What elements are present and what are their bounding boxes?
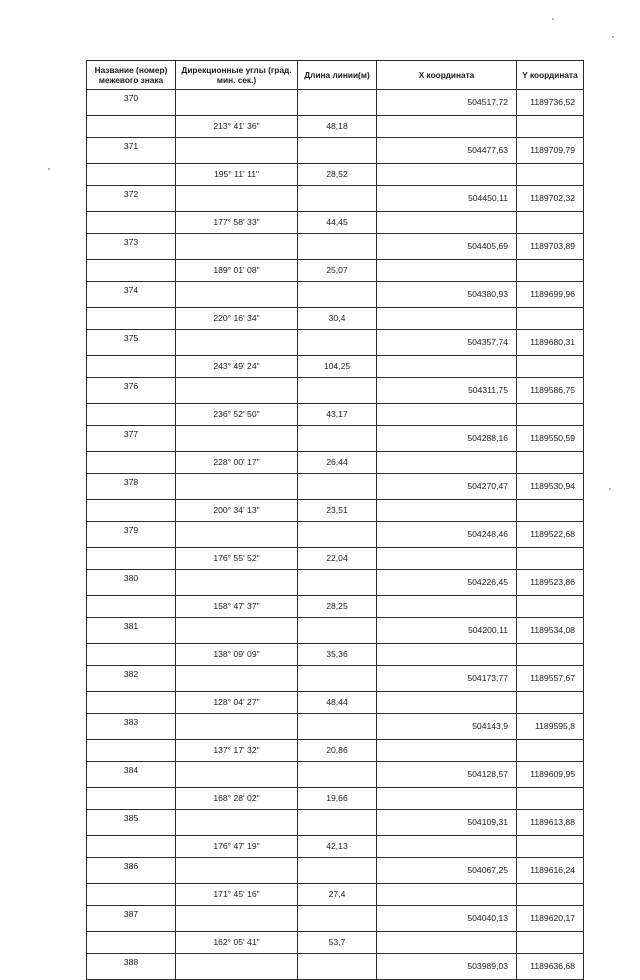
empty-cell bbox=[377, 739, 517, 762]
segment-row bbox=[87, 883, 584, 906]
line-length: 28,25 bbox=[298, 595, 377, 618]
x-coordinate: 504143,9 bbox=[377, 714, 517, 740]
empty-cell bbox=[517, 739, 584, 762]
line-length: 48,44 bbox=[298, 691, 377, 714]
empty-cell bbox=[298, 330, 377, 356]
empty-cell bbox=[517, 259, 584, 282]
line-length: 48,18 bbox=[298, 115, 377, 138]
y-coordinate: 1189616,24 bbox=[517, 858, 584, 884]
y-coordinate: 1189613,88 bbox=[517, 810, 584, 836]
empty-cell bbox=[377, 931, 517, 954]
empty-cell bbox=[87, 835, 176, 858]
line-length: 23,51 bbox=[298, 499, 377, 522]
empty-cell bbox=[87, 691, 176, 714]
empty-cell bbox=[87, 451, 176, 474]
empty-cell bbox=[176, 618, 298, 644]
y-coordinate: 1189699,96 bbox=[517, 282, 584, 308]
x-coordinate: 504040,13 bbox=[377, 906, 517, 932]
y-coordinate: 1189586,75 bbox=[517, 378, 584, 404]
empty-cell bbox=[377, 163, 517, 186]
empty-cell bbox=[87, 499, 176, 522]
direction-angle: 137° 17' 32" bbox=[176, 739, 298, 762]
y-coordinate: 1189702,32 bbox=[517, 186, 584, 212]
y-coordinate: 1189550,59 bbox=[517, 426, 584, 452]
direction-angle: 128° 04' 27" bbox=[176, 691, 298, 714]
x-coordinate: 504405,69 bbox=[377, 234, 517, 260]
empty-cell bbox=[377, 403, 517, 426]
empty-cell bbox=[176, 282, 298, 308]
point-name: 370 bbox=[87, 90, 176, 116]
x-coordinate: 504357,74 bbox=[377, 330, 517, 356]
x-coordinate: 504270,47 bbox=[377, 474, 517, 500]
point-name: 388 bbox=[87, 954, 176, 980]
line-length: 30,4 bbox=[298, 307, 377, 330]
header-y: Y координата bbox=[517, 61, 584, 90]
empty-cell bbox=[298, 618, 377, 644]
segment-row bbox=[87, 451, 584, 474]
y-coordinate: 1189680,31 bbox=[517, 330, 584, 356]
header-name: Название (номер) межевого знака bbox=[87, 61, 176, 90]
point-row bbox=[87, 330, 584, 356]
empty-cell bbox=[87, 307, 176, 330]
line-length: 27,4 bbox=[298, 883, 377, 906]
empty-cell bbox=[298, 90, 377, 116]
x-coordinate: 504200,11 bbox=[377, 618, 517, 644]
segment-row bbox=[87, 163, 584, 186]
empty-cell bbox=[176, 330, 298, 356]
line-length: 28,52 bbox=[298, 163, 377, 186]
point-name: 383 bbox=[87, 714, 176, 740]
empty-cell bbox=[298, 522, 377, 548]
segment-row bbox=[87, 499, 584, 522]
segment-row bbox=[87, 115, 584, 138]
empty-cell bbox=[517, 307, 584, 330]
line-length: 26,44 bbox=[298, 451, 377, 474]
x-coordinate: 504109,31 bbox=[377, 810, 517, 836]
empty-cell bbox=[298, 138, 377, 164]
y-coordinate: 1189557,67 bbox=[517, 666, 584, 692]
point-row bbox=[87, 186, 584, 212]
point-row bbox=[87, 714, 584, 740]
x-coordinate: 504450,11 bbox=[377, 186, 517, 212]
empty-cell bbox=[517, 451, 584, 474]
empty-cell bbox=[87, 403, 176, 426]
scan-speck bbox=[48, 168, 50, 170]
x-coordinate: 504311,75 bbox=[377, 378, 517, 404]
empty-cell bbox=[298, 666, 377, 692]
empty-cell bbox=[176, 858, 298, 884]
y-coordinate: 1189534,08 bbox=[517, 618, 584, 644]
point-name: 378 bbox=[87, 474, 176, 500]
point-row bbox=[87, 954, 584, 980]
y-coordinate: 1189523,86 bbox=[517, 570, 584, 596]
empty-cell bbox=[517, 643, 584, 666]
empty-cell bbox=[377, 595, 517, 618]
y-coordinate: 1189620,17 bbox=[517, 906, 584, 932]
point-row bbox=[87, 666, 584, 692]
empty-cell bbox=[377, 883, 517, 906]
line-length: 43,17 bbox=[298, 403, 377, 426]
line-length: 25,07 bbox=[298, 259, 377, 282]
segment-row bbox=[87, 547, 584, 570]
x-coordinate: 504477,63 bbox=[377, 138, 517, 164]
empty-cell bbox=[87, 931, 176, 954]
empty-cell bbox=[377, 547, 517, 570]
point-name: 386 bbox=[87, 858, 176, 884]
empty-cell bbox=[176, 666, 298, 692]
segment-row bbox=[87, 691, 584, 714]
point-name: 384 bbox=[87, 762, 176, 788]
direction-angle: 243° 49' 24" bbox=[176, 355, 298, 378]
empty-cell bbox=[87, 163, 176, 186]
y-coordinate: 1189703,89 bbox=[517, 234, 584, 260]
segment-row bbox=[87, 403, 584, 426]
empty-cell bbox=[377, 691, 517, 714]
empty-cell bbox=[298, 810, 377, 836]
x-coordinate: 504380,93 bbox=[377, 282, 517, 308]
y-coordinate: 1189736,52 bbox=[517, 90, 584, 116]
point-row bbox=[87, 906, 584, 932]
point-name: 377 bbox=[87, 426, 176, 452]
empty-cell bbox=[517, 931, 584, 954]
point-name: 372 bbox=[87, 186, 176, 212]
point-row bbox=[87, 426, 584, 452]
empty-cell bbox=[87, 643, 176, 666]
empty-cell bbox=[377, 355, 517, 378]
segment-row bbox=[87, 307, 584, 330]
segment-row bbox=[87, 211, 584, 234]
segment-row bbox=[87, 595, 584, 618]
y-coordinate: 1189609,95 bbox=[517, 762, 584, 788]
point-name: 379 bbox=[87, 522, 176, 548]
empty-cell bbox=[87, 115, 176, 138]
point-name: 371 bbox=[87, 138, 176, 164]
direction-angle: 176° 47' 19" bbox=[176, 835, 298, 858]
empty-cell bbox=[517, 355, 584, 378]
y-coordinate: 1189522,68 bbox=[517, 522, 584, 548]
x-coordinate: 504248,46 bbox=[377, 522, 517, 548]
line-length: 19,66 bbox=[298, 787, 377, 810]
point-row bbox=[87, 378, 584, 404]
empty-cell bbox=[176, 474, 298, 500]
header-x: X координата bbox=[377, 61, 517, 90]
point-row bbox=[87, 474, 584, 500]
empty-cell bbox=[298, 762, 377, 788]
empty-cell bbox=[298, 570, 377, 596]
point-name: 385 bbox=[87, 810, 176, 836]
segment-row bbox=[87, 931, 584, 954]
point-name: 380 bbox=[87, 570, 176, 596]
empty-cell bbox=[87, 787, 176, 810]
empty-cell bbox=[377, 451, 517, 474]
empty-cell bbox=[176, 138, 298, 164]
empty-cell bbox=[517, 403, 584, 426]
direction-angle: 228° 00' 17" bbox=[176, 451, 298, 474]
point-name: 373 bbox=[87, 234, 176, 260]
x-coordinate: 504226,45 bbox=[377, 570, 517, 596]
line-length: 20,86 bbox=[298, 739, 377, 762]
empty-cell bbox=[377, 835, 517, 858]
empty-cell bbox=[298, 234, 377, 260]
point-row bbox=[87, 90, 584, 116]
direction-angle: 168° 28' 02" bbox=[176, 787, 298, 810]
x-coordinate: 504067,25 bbox=[377, 858, 517, 884]
empty-cell bbox=[176, 522, 298, 548]
empty-cell bbox=[176, 954, 298, 980]
empty-cell bbox=[87, 883, 176, 906]
segment-row bbox=[87, 739, 584, 762]
empty-cell bbox=[298, 474, 377, 500]
empty-cell bbox=[87, 739, 176, 762]
empty-cell bbox=[298, 714, 377, 740]
empty-cell bbox=[377, 115, 517, 138]
direction-angle: 138° 09' 09" bbox=[176, 643, 298, 666]
segment-row bbox=[87, 835, 584, 858]
scan-speck bbox=[552, 18, 554, 20]
empty-cell bbox=[298, 954, 377, 980]
empty-cell bbox=[176, 90, 298, 116]
empty-cell bbox=[176, 234, 298, 260]
empty-cell bbox=[87, 547, 176, 570]
point-name: 375 bbox=[87, 330, 176, 356]
segment-row bbox=[87, 643, 584, 666]
empty-cell bbox=[87, 595, 176, 618]
line-length: 35,36 bbox=[298, 643, 377, 666]
x-coordinate: 504128,57 bbox=[377, 762, 517, 788]
empty-cell bbox=[517, 835, 584, 858]
point-name: 387 bbox=[87, 906, 176, 932]
empty-cell bbox=[517, 547, 584, 570]
point-name: 374 bbox=[87, 282, 176, 308]
empty-cell bbox=[377, 307, 517, 330]
empty-cell bbox=[298, 378, 377, 404]
empty-cell bbox=[87, 259, 176, 282]
direction-angle: 213° 41' 36" bbox=[176, 115, 298, 138]
direction-angle: 162° 05' 41" bbox=[176, 931, 298, 954]
x-coordinate: 504517,72 bbox=[377, 90, 517, 116]
point-row bbox=[87, 858, 584, 884]
point-row bbox=[87, 282, 584, 308]
direction-angle: 220° 16' 34" bbox=[176, 307, 298, 330]
line-length: 53,7 bbox=[298, 931, 377, 954]
empty-cell bbox=[517, 787, 584, 810]
empty-cell bbox=[176, 570, 298, 596]
direction-angle: 236° 52' 50" bbox=[176, 403, 298, 426]
empty-cell bbox=[517, 883, 584, 906]
empty-cell bbox=[298, 282, 377, 308]
empty-cell bbox=[517, 691, 584, 714]
empty-cell bbox=[377, 211, 517, 234]
x-coordinate: 503989,03 bbox=[377, 954, 517, 980]
empty-cell bbox=[176, 714, 298, 740]
table-body bbox=[87, 90, 584, 980]
empty-cell bbox=[517, 499, 584, 522]
header-length: Длина линии(м) bbox=[298, 61, 377, 90]
empty-cell bbox=[298, 858, 377, 884]
point-row bbox=[87, 234, 584, 260]
direction-angle: 176° 55' 52" bbox=[176, 547, 298, 570]
header-angle: Дирекционные углы (град. мин. сек.) bbox=[176, 61, 298, 90]
empty-cell bbox=[517, 211, 584, 234]
y-coordinate: 1189595,8 bbox=[517, 714, 584, 740]
direction-angle: 171° 45' 16" bbox=[176, 883, 298, 906]
line-length: 44,45 bbox=[298, 211, 377, 234]
header-row bbox=[87, 61, 584, 90]
empty-cell bbox=[517, 163, 584, 186]
segment-row bbox=[87, 259, 584, 282]
empty-cell bbox=[87, 211, 176, 234]
point-row bbox=[87, 762, 584, 788]
empty-cell bbox=[517, 115, 584, 138]
x-coordinate: 504173,77 bbox=[377, 666, 517, 692]
empty-cell bbox=[87, 355, 176, 378]
point-row bbox=[87, 618, 584, 644]
scan-speck bbox=[612, 36, 614, 38]
point-row bbox=[87, 810, 584, 836]
segment-row bbox=[87, 787, 584, 810]
empty-cell bbox=[377, 643, 517, 666]
direction-angle: 158° 47' 37" bbox=[176, 595, 298, 618]
empty-cell bbox=[377, 259, 517, 282]
empty-cell bbox=[298, 186, 377, 212]
empty-cell bbox=[377, 499, 517, 522]
empty-cell bbox=[298, 906, 377, 932]
empty-cell bbox=[176, 186, 298, 212]
direction-angle: 200° 34' 13" bbox=[176, 499, 298, 522]
line-length: 42,13 bbox=[298, 835, 377, 858]
point-name: 381 bbox=[87, 618, 176, 644]
boundary-coordinates-table bbox=[86, 60, 584, 980]
empty-cell bbox=[176, 810, 298, 836]
empty-cell bbox=[517, 595, 584, 618]
direction-angle: 195° 11' 11" bbox=[176, 163, 298, 186]
y-coordinate: 1189709,79 bbox=[517, 138, 584, 164]
empty-cell bbox=[176, 426, 298, 452]
segment-row bbox=[87, 355, 584, 378]
line-length: 104,25 bbox=[298, 355, 377, 378]
point-name: 376 bbox=[87, 378, 176, 404]
line-length: 22,04 bbox=[298, 547, 377, 570]
point-name: 382 bbox=[87, 666, 176, 692]
point-row bbox=[87, 570, 584, 596]
scan-speck bbox=[609, 488, 611, 490]
y-coordinate: 1189530,94 bbox=[517, 474, 584, 500]
empty-cell bbox=[176, 762, 298, 788]
empty-cell bbox=[176, 906, 298, 932]
point-row bbox=[87, 138, 584, 164]
empty-cell bbox=[377, 787, 517, 810]
point-row bbox=[87, 522, 584, 548]
empty-cell bbox=[176, 378, 298, 404]
x-coordinate: 504288,16 bbox=[377, 426, 517, 452]
empty-cell bbox=[298, 426, 377, 452]
y-coordinate: 1189636,68 bbox=[517, 954, 584, 980]
direction-angle: 189° 01' 08" bbox=[176, 259, 298, 282]
direction-angle: 177° 58' 33" bbox=[176, 211, 298, 234]
